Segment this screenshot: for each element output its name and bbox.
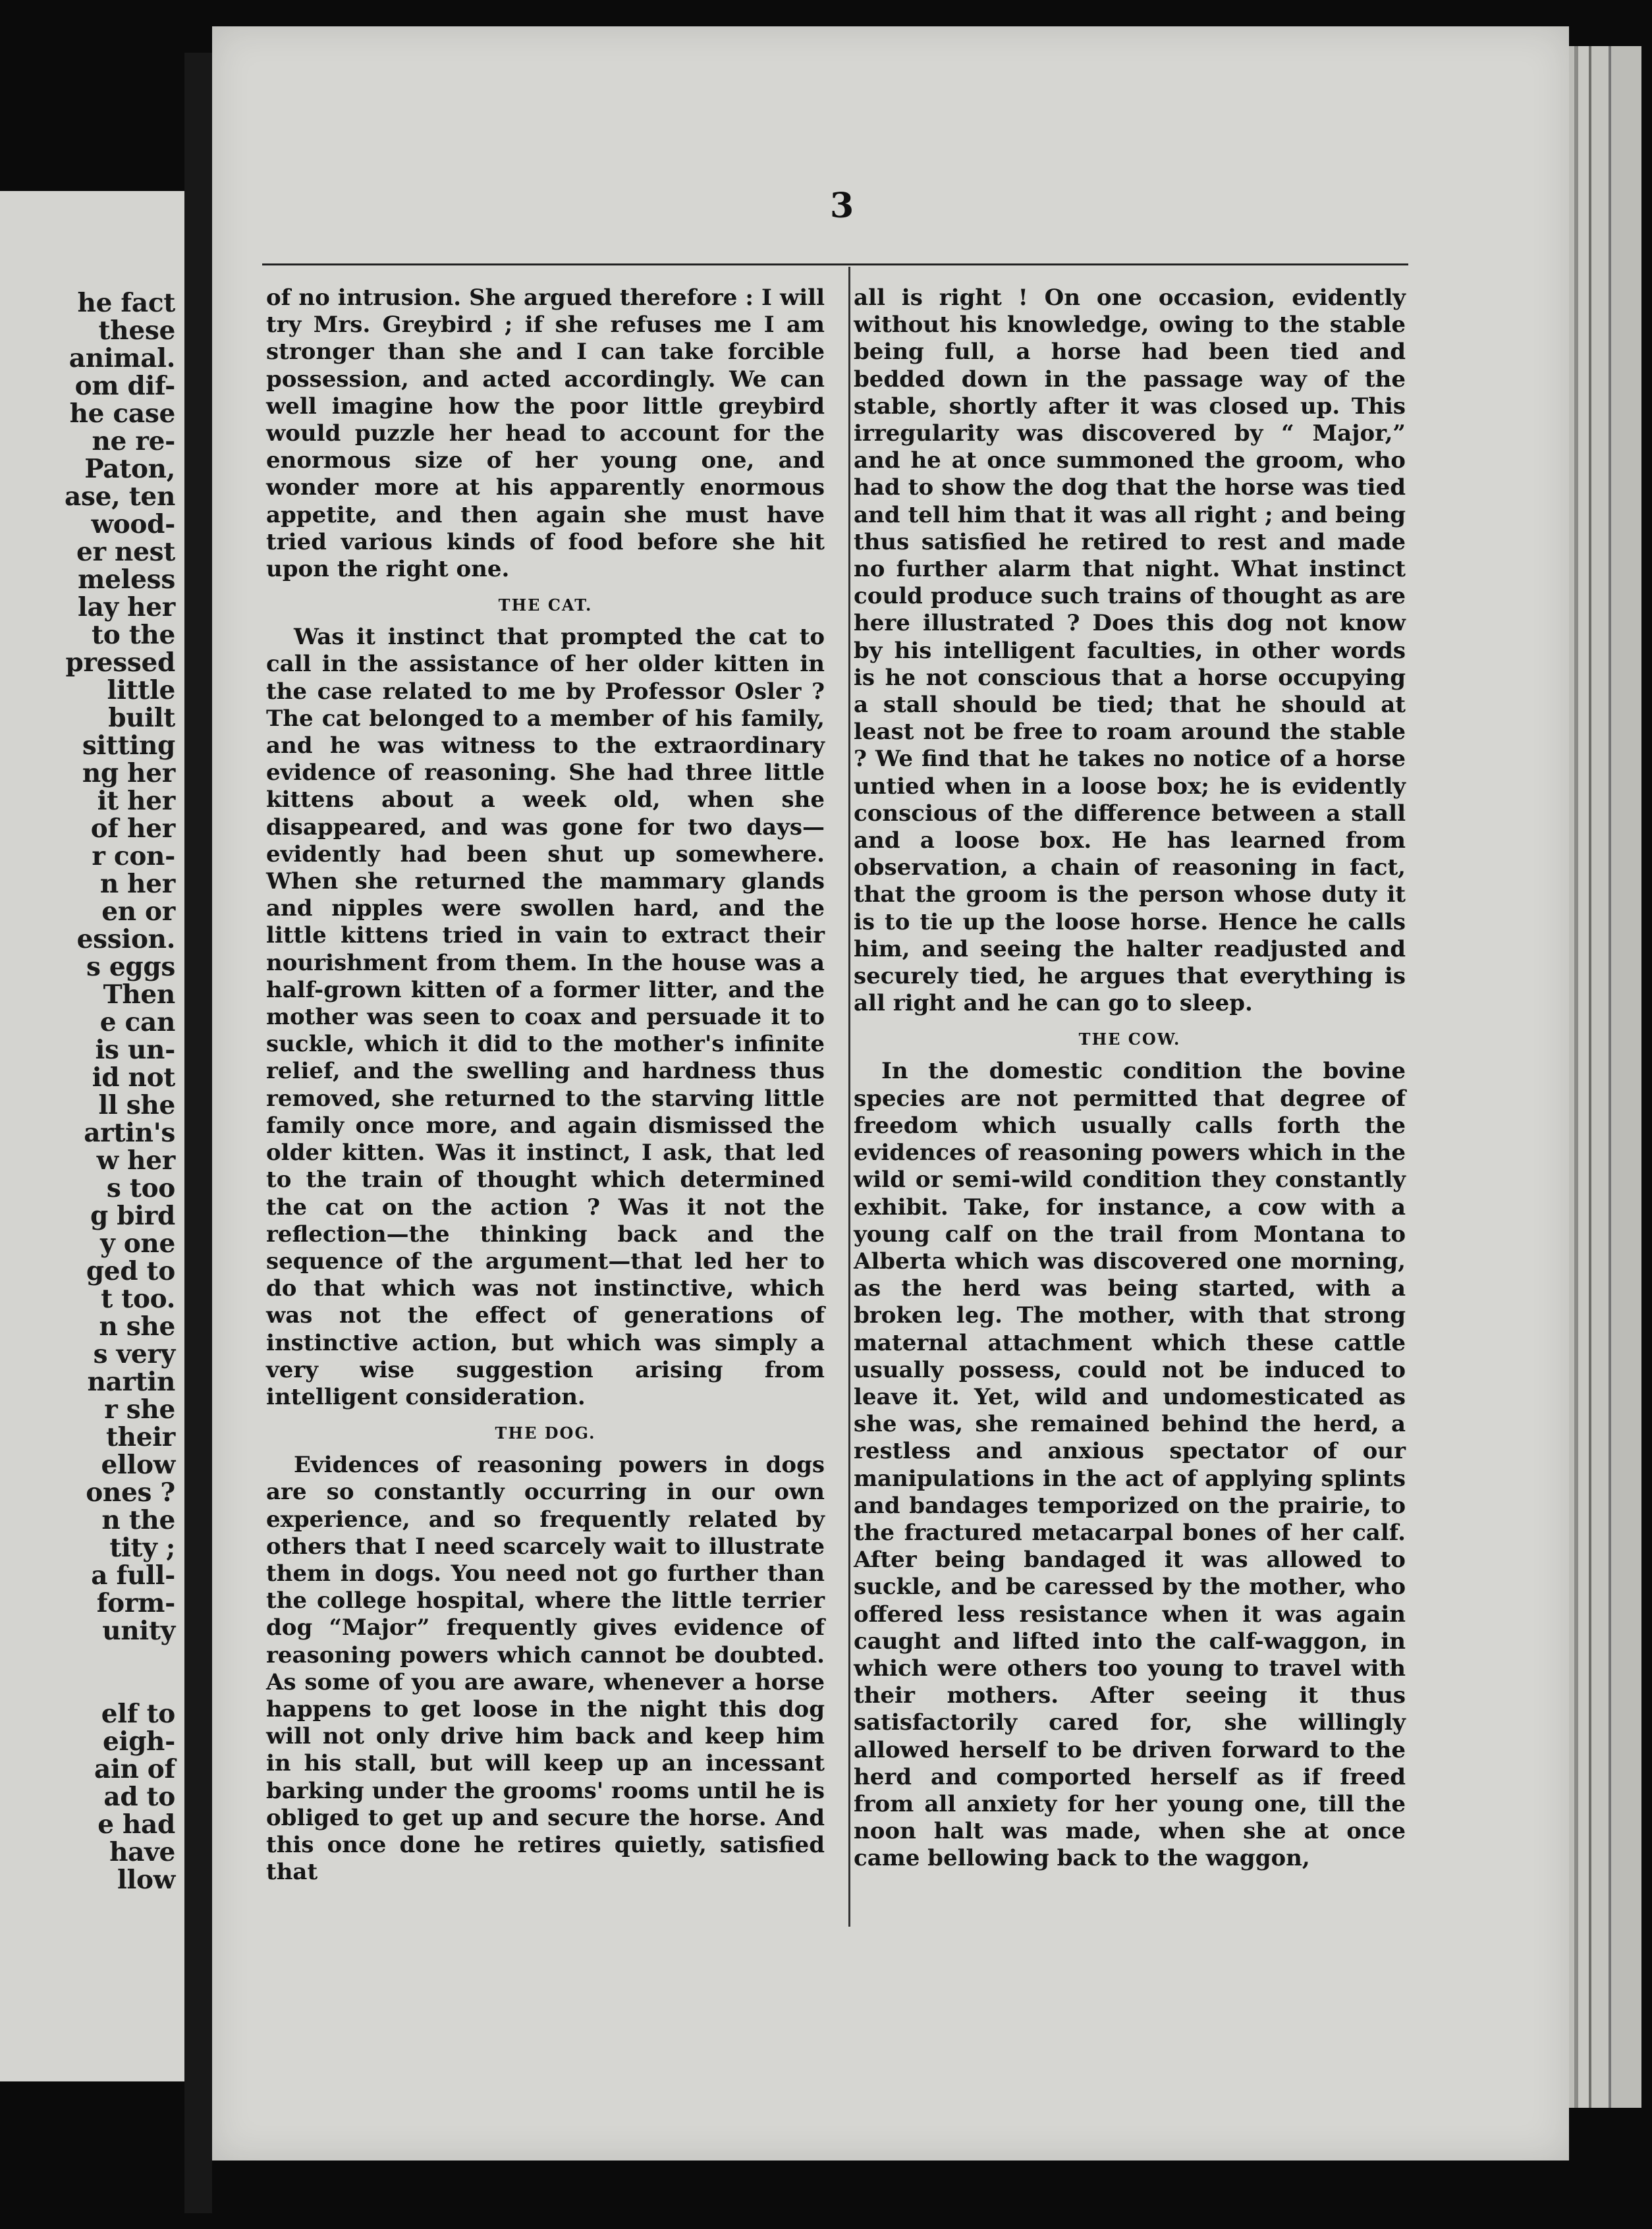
facing-page-fragment: n her	[99, 869, 175, 899]
facing-page	[0, 191, 184, 2081]
facing-page-fragment: to the	[92, 620, 175, 650]
facing-page-fragment: artin's	[84, 1118, 175, 1148]
section-heading-dog: THE DOG.	[495, 1423, 596, 1443]
facing-page-fragment: eigh-	[103, 1726, 175, 1757]
paragraph: Evidences of reasoning powers in dogs are so constantly occurring in our own experience, and so frequently related by others that I need scarcely wait to illustrate them in dogs. You need not go further than the college hospital, where the little terrier dog “Major” frequently gives evidence of reasoning powers which cannot be doubted. As some of you are aware, whenever a horse happens to get loose in the night this dog will not only drive him back and keep him in his stall, but will keep up an incessant barking under the grooms' rooms until he is obliged to get up and secure the horse. And this once done he retires quietly, satisfied that	[266, 1452, 825, 1886]
book-spine	[184, 53, 212, 2213]
facing-page-fragment: he fact	[77, 288, 175, 318]
paragraph: Was it instinct that prompted the cat to call in the assistance of her older kitten in the case related to me by Professor Osler ? The cat belonged to a member of his family, and he was witness to the extraordinary evidence of reasoning. She had three little kittens about a week old, when she disappeared, and was gone for two days—evidently had been shut up somewhere. When she returned the mammary glands and nipples were swollen hard, and the little kittens tried in vain to extract their nourishment from them. In the house was a half-grown kitten of a former litter, and the mother was seen to coax and persuade it to suckle, which it did to the mother's infinite relief, and the swelling and hardness thus removed, she returned to the starving little family once more, and again dismissed the older kitten. Was it instinct, I ask, that led to the train of thought which determined the cat on the action ? Was it not the reflection—the thinking back and the sequence of the argument—that led her to do that which was not instinctive, which was not the effect of generations of instinctive action, but which was simply a very wise suggestion arising from intelligent consideration.	[266, 624, 825, 1410]
facing-page-fragment: y one	[100, 1228, 175, 1259]
facing-page-fragment: ellow	[101, 1450, 175, 1480]
facing-page-fragment: ase, ten	[65, 482, 175, 512]
facing-page-fragment: ones ?	[86, 1477, 175, 1508]
facing-page-fragment: n she	[99, 1311, 175, 1342]
facing-page-fragment: Paton,	[84, 454, 175, 484]
facing-page-fragment: of her	[90, 813, 175, 844]
facing-page-fragment: s too	[106, 1173, 175, 1203]
facing-page-fragment: form-	[96, 1588, 175, 1618]
left-column	[266, 285, 825, 1886]
facing-page-fragment: ession.	[76, 924, 175, 954]
facing-page-fragment: have	[109, 1837, 175, 1867]
facing-page-fragment: llow	[117, 1865, 175, 1895]
facing-page-fragment: lay her	[78, 592, 175, 622]
facing-page-fragment: s eggs	[86, 952, 175, 982]
paragraph: In the domestic condition the bovine species are not permitted that degree of freedom which usually calls forth the evidences of reasoning powers which in the wild or semi-wild condition they constantly exhibit. Take, for instance, a cow with a young calf on the trail from Montana to Alberta which was discovered one morning, as the herd was being started, with a broken leg. The mother, with that strong maternal attachment which these cattle usually possess, could not be induced to leave it. Yet, wild and undomesticated as she was, she remained behind the herd, a restless and anxious spectator of our manipulations in the act of applying splints and bandages temporized on the prairie, to the fractured metacarpal bones of her calf. After being bandaged it was allowed to suckle, and be caressed by the mother, who offered less resistance when it was again caught and lifted into the calf-waggon, in which were others too young to travel with their mothers. After seeing it thus satisfactorily cared for, she willingly allowed herself to be driven forward to the herd and comported herself as if freed from all anxiety for her young one, till the noon halt was made, when she at once came bellowing back to the waggon,	[854, 1058, 1406, 1872]
facing-page-fragment: s very	[93, 1339, 175, 1369]
facing-page-fragment: er nest	[76, 537, 175, 567]
facing-page-fragment: he case	[69, 399, 175, 429]
facing-page-fragment: unity	[102, 1616, 175, 1646]
facing-page-fragment: their	[105, 1422, 175, 1452]
facing-page-fragment: om dif-	[74, 371, 175, 401]
facing-page-fragment: ng her	[82, 758, 175, 788]
facing-page-fragment: tity ;	[109, 1533, 175, 1563]
facing-page-fragment: animal.	[69, 343, 175, 373]
facing-page-fragment: ad to	[103, 1782, 175, 1812]
facing-page-fragment: Then	[103, 979, 175, 1010]
facing-page-fragment: these	[98, 316, 175, 346]
facing-page-fragment: ain of	[94, 1754, 175, 1784]
facing-page-fragment: nartin	[87, 1367, 175, 1397]
facing-page-fragment: id not	[92, 1062, 175, 1093]
facing-page-fragment: meless	[78, 564, 175, 595]
facing-page-fragment: r she	[104, 1394, 175, 1425]
facing-page-fragment: it her	[97, 786, 175, 816]
page-number: 3	[830, 186, 854, 226]
facing-page-fragment: pressed	[65, 647, 175, 678]
paragraph: all is right ! On one occasion, evidently without his knowledge, owing to the stable being full, a horse had been tied and bedded down in the passage way of the stable, shortly after it was closed up. This irregularity was discovered by “ Major,” and he at once summoned the groom, who had to show the dog that the horse was tied and tell him that it was all right ; and being thus satisfied he retired to rest and made no further alarm that night. What instinct could produce such trains of thought as are here illustrated ? Does this dog not know by his intelligent faculties, in other words is he not conscious that a horse occupying a stall should be tied; that he should at least not be free to roam around the stable ? We find that he takes no notice of a horse untied when in a loose box; he is evidently conscious of the difference between a stall and a loose box. He has learned from observation, a chain of reasoning in fact, that the groom is the person whose duty it is to tie up the loose horse. Hence he calls him, and seeing the halter readjusted and securely tied, he argues that everything is all right and he can go to sleep.	[854, 285, 1406, 1017]
facing-page-fragment: ged to	[86, 1256, 175, 1286]
facing-page-fragment: en or	[101, 896, 175, 927]
facing-page-fragment: wood-	[91, 509, 175, 539]
facing-page-fragment: n the	[101, 1505, 175, 1535]
facing-page-fragment: sitting	[82, 730, 175, 761]
facing-page-fragment: ne re-	[92, 426, 175, 456]
facing-page-fragment: e can	[99, 1007, 175, 1037]
facing-page-fragment: e had	[97, 1809, 175, 1840]
facing-page-fragment: a full-	[91, 1560, 175, 1591]
facing-page-fragment: is un-	[95, 1035, 175, 1065]
facing-page-fragment: t too.	[101, 1284, 175, 1314]
right-column	[854, 285, 1406, 1873]
header-rule	[262, 263, 1408, 265]
facing-page-fragment: r con-	[92, 841, 175, 871]
column-divider	[848, 267, 850, 1927]
facing-page-fragment: little	[107, 675, 175, 705]
page-edges	[1569, 46, 1641, 2108]
section-heading-cat: THE CAT.	[498, 595, 593, 615]
facing-page-fragment: w her	[96, 1145, 175, 1176]
facing-page-fragment: g bird	[90, 1201, 175, 1231]
facing-page-fragment: ll she	[98, 1090, 175, 1120]
facing-page-fragment: built	[108, 703, 175, 733]
section-heading-cow: THE COW.	[1078, 1030, 1181, 1049]
paragraph: of no intrusion. She argued therefore : I will try Mrs. Greybird ; if she refuses me I am stronger than she and I can take forcible possession, and acted accordingly. We can well imagine how the poor little greybird would puzzle her head to account for the enormous size of her young one, and wonder more at his apparently enormous appetite, and then again she must have tried various kinds of food before she hit upon the right one.	[266, 285, 825, 583]
facing-page-fragment: elf to	[101, 1699, 175, 1729]
